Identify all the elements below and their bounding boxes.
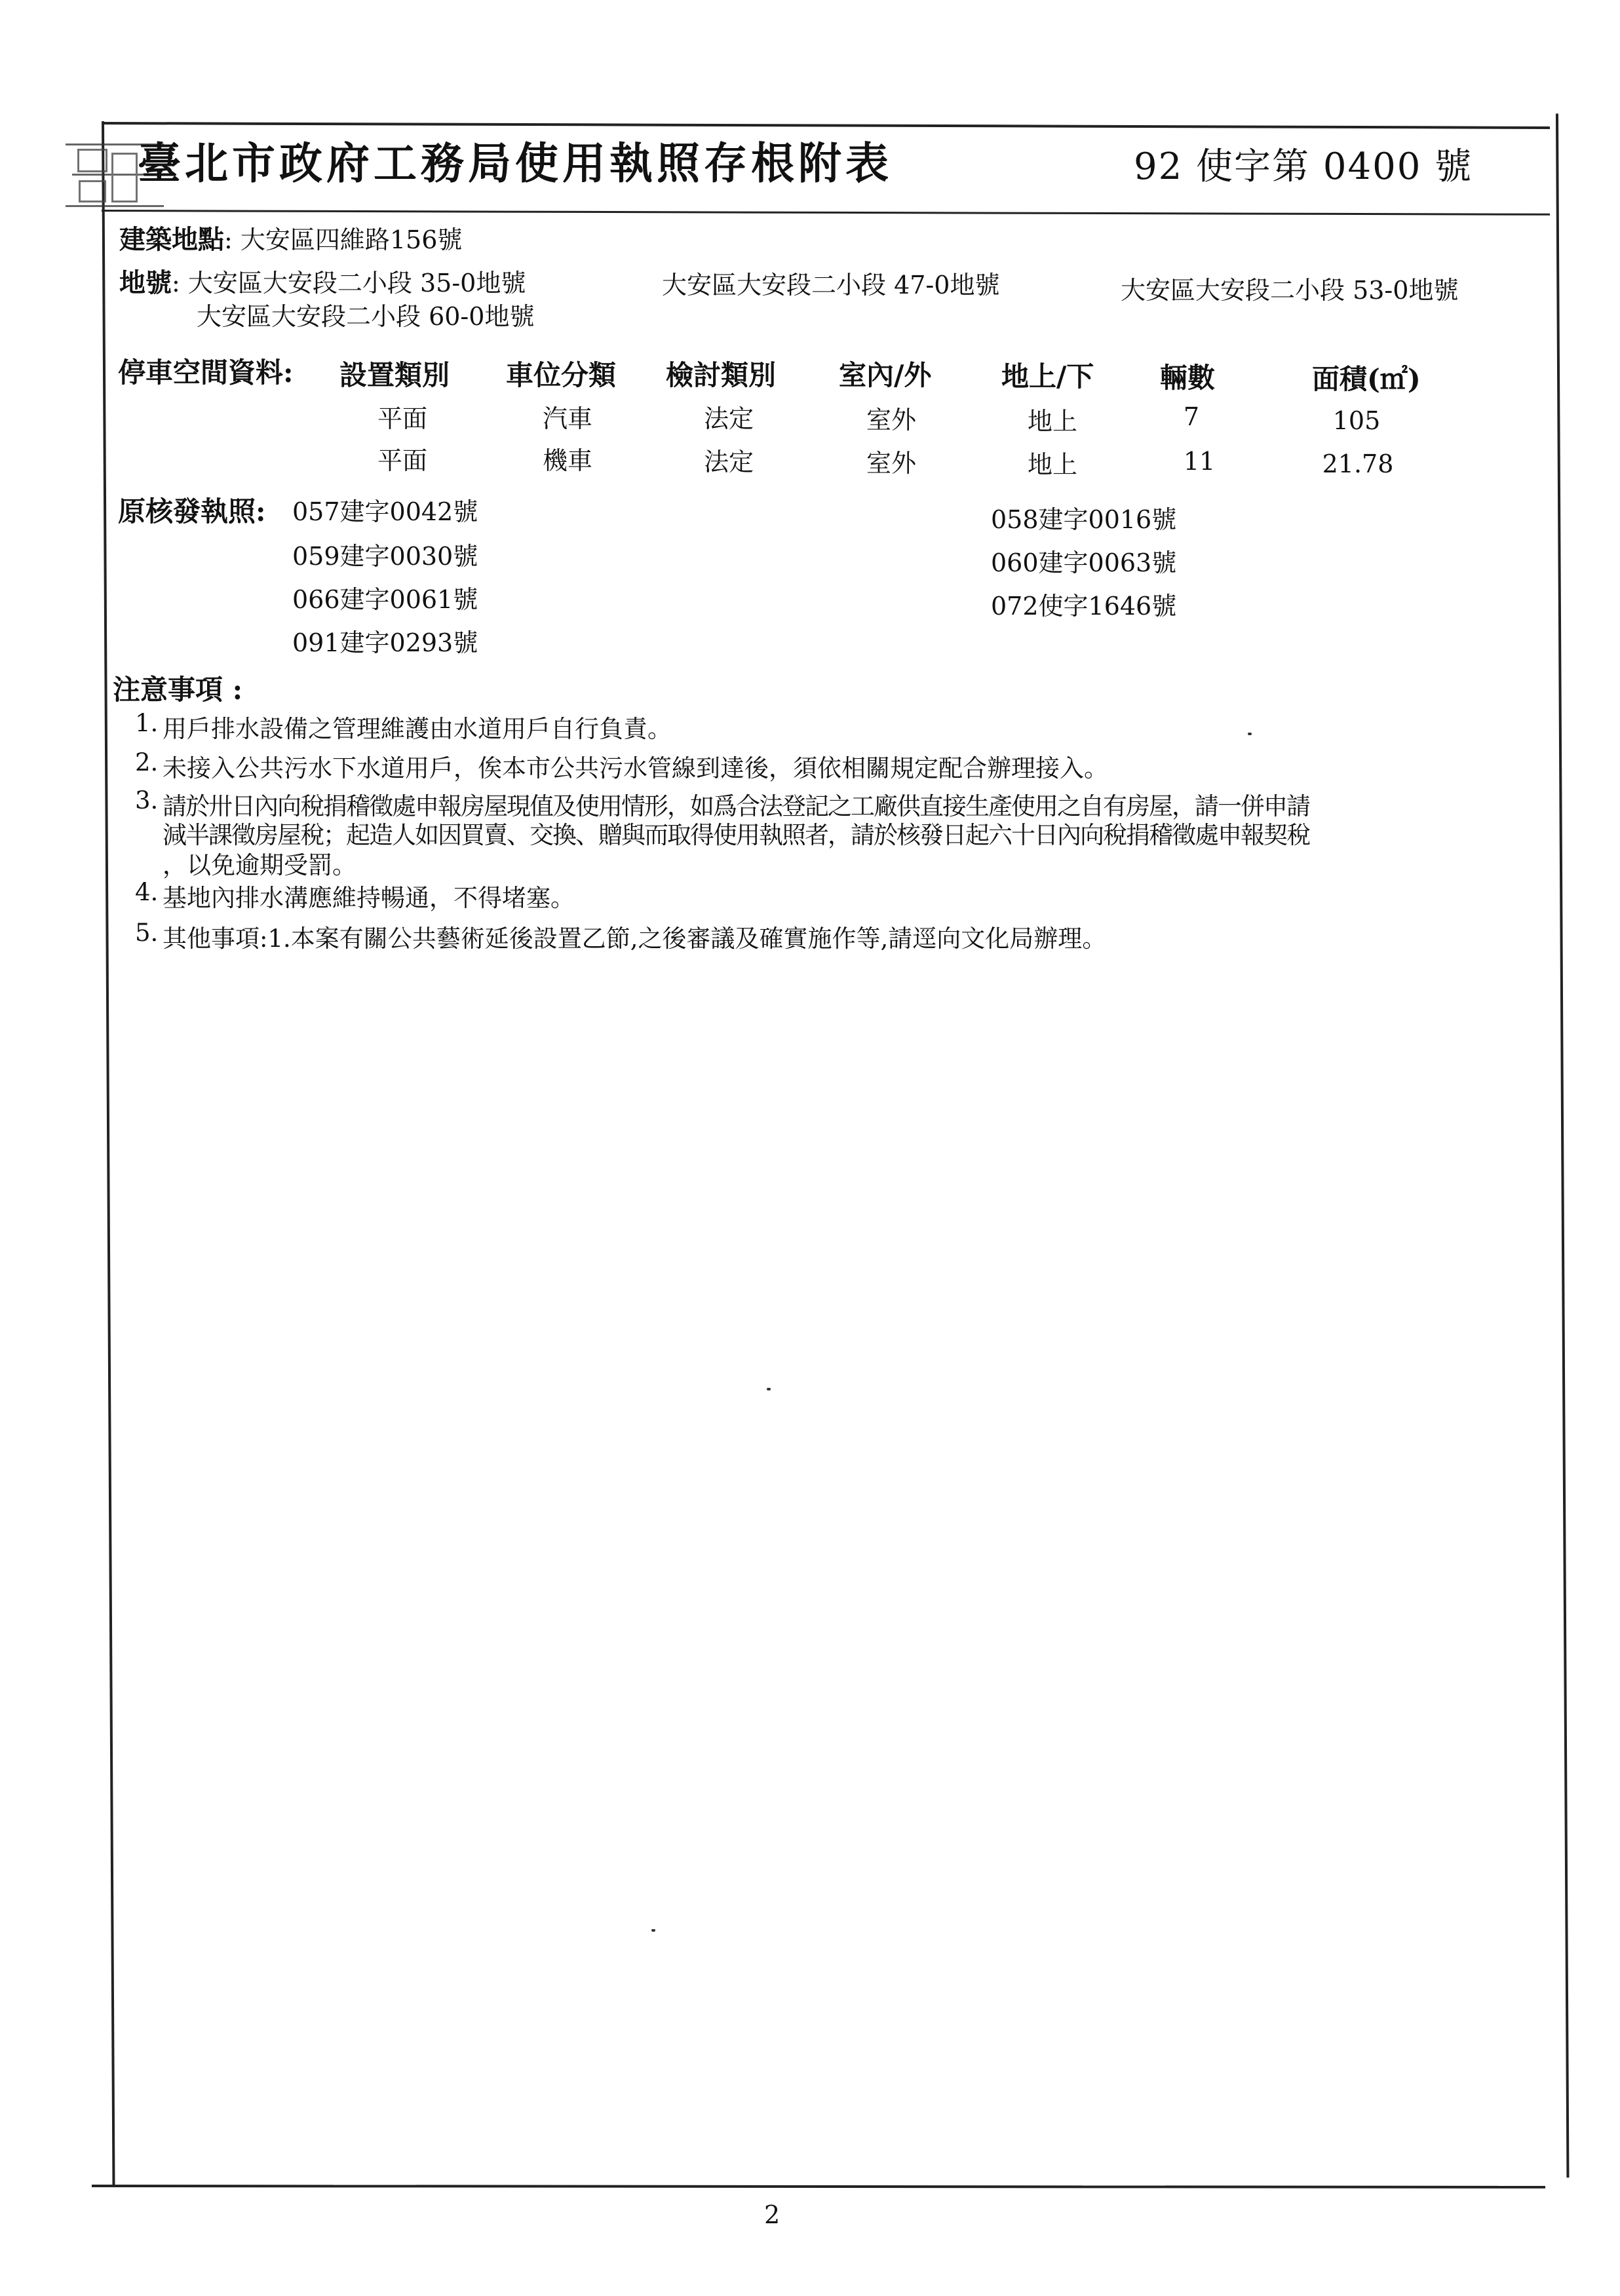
table-cell: 11 [1183, 447, 1216, 476]
note-text: 未接入公共污水下水道用戶，俟本市公共污水管線到達後，須依相關規定配合辦理接入。 [163, 754, 1108, 782]
scan-speck [1248, 733, 1252, 735]
table-cell: 平面 [377, 446, 427, 475]
permit-entry: 058建字0016號 [991, 505, 1177, 534]
column-header: 地上/下 [1001, 360, 1094, 392]
permit-entry: 059建字0030號 [292, 542, 478, 571]
lot-number: 大安區大安段二小段 47-0地號 [662, 271, 1000, 299]
note-number: 3. [135, 786, 159, 814]
scan-speck [651, 1929, 655, 1932]
table-cell: 105 [1332, 406, 1381, 435]
note-number: 5. [135, 919, 159, 947]
note-number: 2. [135, 748, 159, 776]
table-cell: 機車 [542, 446, 592, 475]
permit-entry: 057建字0042號 [292, 497, 478, 526]
frame-bottom-rule [92, 2185, 1545, 2189]
scan-speck [767, 1388, 771, 1390]
table-cell: 地上 [1027, 407, 1077, 436]
table-cell: 7 [1183, 402, 1200, 431]
lot-number: 大安區大安段二小段 53-0地號 [1121, 276, 1459, 305]
column-header: 檢討類別 [666, 359, 777, 391]
table-cell: 法定 [703, 448, 754, 476]
column-header: 室內/外 [839, 359, 932, 391]
permit-entry: 072使字1646號 [991, 592, 1177, 621]
column-header: 輛數 [1160, 362, 1216, 394]
permit-entry: 066建字0061號 [292, 585, 478, 614]
column-header: 車位分類 [506, 359, 617, 391]
document-title: 臺北市政府工務局使用執照存根附表 [138, 138, 893, 189]
table-cell: 室外 [866, 449, 916, 478]
column-header: 面積(㎡) [1312, 363, 1421, 395]
table-cell: 21.78 [1322, 450, 1394, 478]
lot-number: 大安區大安段二小段 60-0地號 [197, 302, 535, 331]
note-text: 請於卅日內向稅捐稽徵處申報房屋現值及使用情形，如爲合法登記之工廠供直接生產使用之自有房屋，請一併申請 [163, 792, 1309, 820]
site-location-value: : 大安區四維路156號 [224, 225, 463, 254]
note-text: 用戶排水設備之管理維護由水道用戶自行負責。 [163, 715, 672, 743]
permit-entry: 091建字0293號 [292, 628, 478, 657]
permit-number: 92 使字第 0400 號 [1134, 145, 1473, 188]
parking-section-label: 停車空間資料: [118, 356, 294, 389]
note-text: 減半課徵房屋稅；起造人如因買賣、交換、贈與而取得使用執照者，請於核發日起六十日內向稅捐稽徵處申報契稅 [163, 821, 1309, 849]
table-cell: 汽車 [542, 404, 592, 433]
permit-entry: 060建字0063號 [991, 548, 1177, 577]
original-permits-label: 原核發執照: [118, 495, 266, 527]
note-text: 其他事項:1.本案有關公共藝術延後設置乙節,之後審議及確實施作等,請逕向文化局辦理。 [163, 925, 1107, 953]
table-cell: 法定 [703, 404, 754, 433]
note-number: 4. [135, 878, 159, 906]
site-location-row [119, 219, 462, 256]
lot-row-1 [119, 262, 526, 299]
table-cell: 平面 [377, 404, 427, 433]
page-number: 2 [764, 2200, 781, 2229]
lot-label: 地號 [119, 267, 172, 298]
note-number: 1. [135, 709, 159, 737]
table-cell: 室外 [866, 406, 916, 434]
note-text: 基地內排水溝應維持暢通，不得堵塞。 [163, 884, 575, 912]
site-location-label: 建築地點 [119, 224, 224, 255]
table-cell: 地上 [1027, 450, 1077, 479]
note-text: ，以免逾期受罰。 [163, 851, 357, 879]
lot-number: : 大安區大安段二小段 35-0地號 [172, 269, 526, 297]
notes-title: 注意事項 : [113, 674, 243, 706]
column-header: 設置類別 [339, 359, 450, 391]
